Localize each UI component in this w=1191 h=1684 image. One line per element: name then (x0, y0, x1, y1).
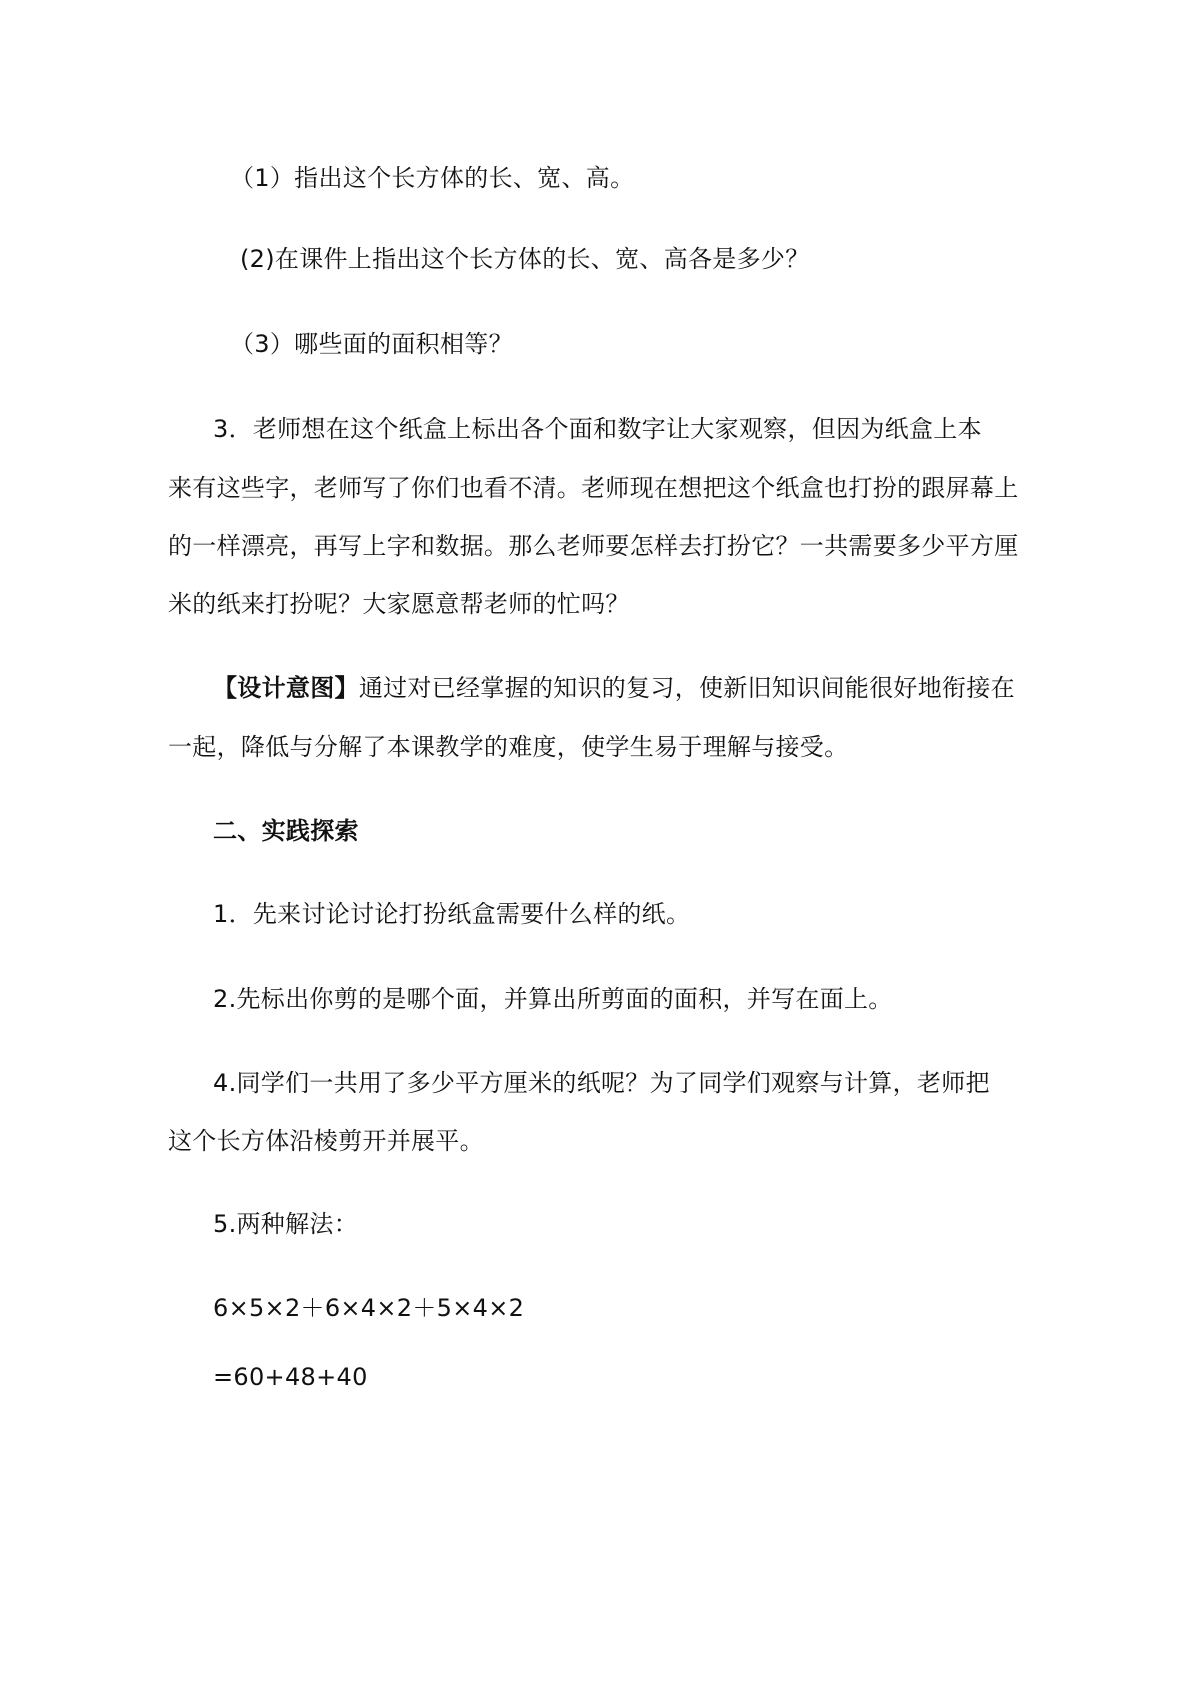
formula-line-1: 6×5×2＋6×4×2＋5×4×2 (213, 1294, 525, 1322)
step-4-line-1: 4.同学们一共用了多少平方厘米的纸呢？为了同学们观察与计算，老师把 (213, 1069, 990, 1097)
step-5: 5.两种解法： (213, 1210, 358, 1238)
paragraph-3-line-1: 3．老师想在这个纸盒上标出各个面和数字让大家观察，但因为纸盒上本 (213, 415, 982, 443)
paragraph-3-line-3: 的一样漂亮，再写上字和数据。那么老师要怎样去打扮它？一共需要多少平方厘 (168, 532, 1019, 560)
paragraph-3-line-2: 来有这些字，老师写了你们也看不清。老师现在想把这个纸盒也打扮的跟屏幕上 (168, 474, 1019, 502)
step-4-line-2: 这个长方体沿棱剪开并展平。 (168, 1127, 484, 1155)
design-intent-line-2: 一起，降低与分解了本课教学的难度，使学生易于理解与接受。 (168, 733, 849, 761)
formula-line-2: =60+48+40 (213, 1363, 368, 1391)
question-2: (2)在课件上指出这个长方体的长、宽、高各是多少？ (240, 245, 810, 273)
question-3: （3）哪些面的面积相等？ (230, 330, 513, 358)
step-2: 2.先标出你剪的是哪个面，并算出所剪面的面积，并写在面上。 (213, 985, 893, 1013)
design-intent-text: 通过对已经掌握的知识的复习，使新旧知识间能很好地衔接在 (358, 674, 1015, 702)
paragraph-3-line-4: 米的纸来打扮呢？大家愿意帮老师的忙吗？ (168, 590, 630, 618)
step-1: 1．先来讨论讨论打扮纸盒需要什么样的纸。 (213, 900, 691, 928)
design-intent-line-1 (213, 672, 1015, 704)
section-2-heading: 二、实践探索 (213, 817, 359, 845)
design-intent-label: 【设计意图】 (213, 674, 359, 702)
question-1: （1）指出这个长方体的长、宽、高。 (230, 164, 635, 192)
